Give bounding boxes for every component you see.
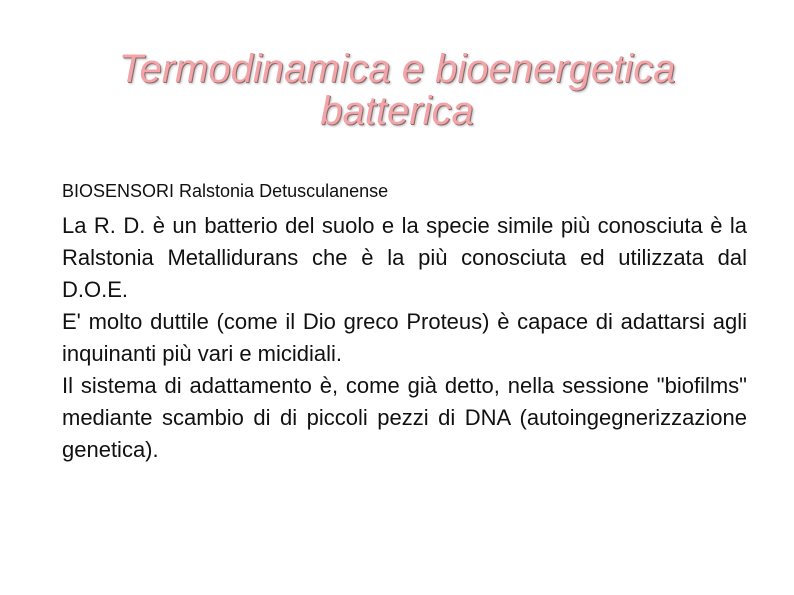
- slide-subtitle: BIOSENSORI Ralstonia Detusculanense: [62, 181, 389, 201]
- body-paragraph: Il sistema di adattamento è, come già detto, nella sessione "biofilms" mediante scambio di di piccoli pezzi di DNA (autoingegnerizzazione genetica).: [62, 373, 747, 462]
- body-paragraph: E' molto duttile (come il Dio greco Proteus) è capace di adattarsi agli inquinanti più vari e micidiali.: [62, 309, 747, 366]
- slide-title: [40, 48, 754, 132]
- body-paragraph: La R. D. è un batterio del suolo e la specie simile più conosciuta è la Ralstonia Metallidurans che è la più conosciuta ed utilizzata dal D.O.E.: [62, 213, 747, 302]
- slide-title-line-1: Termodinamica e bioenergetica: [118, 47, 676, 91]
- slide-body: [62, 210, 747, 466]
- slide-title-line-2: batterica: [320, 89, 474, 133]
